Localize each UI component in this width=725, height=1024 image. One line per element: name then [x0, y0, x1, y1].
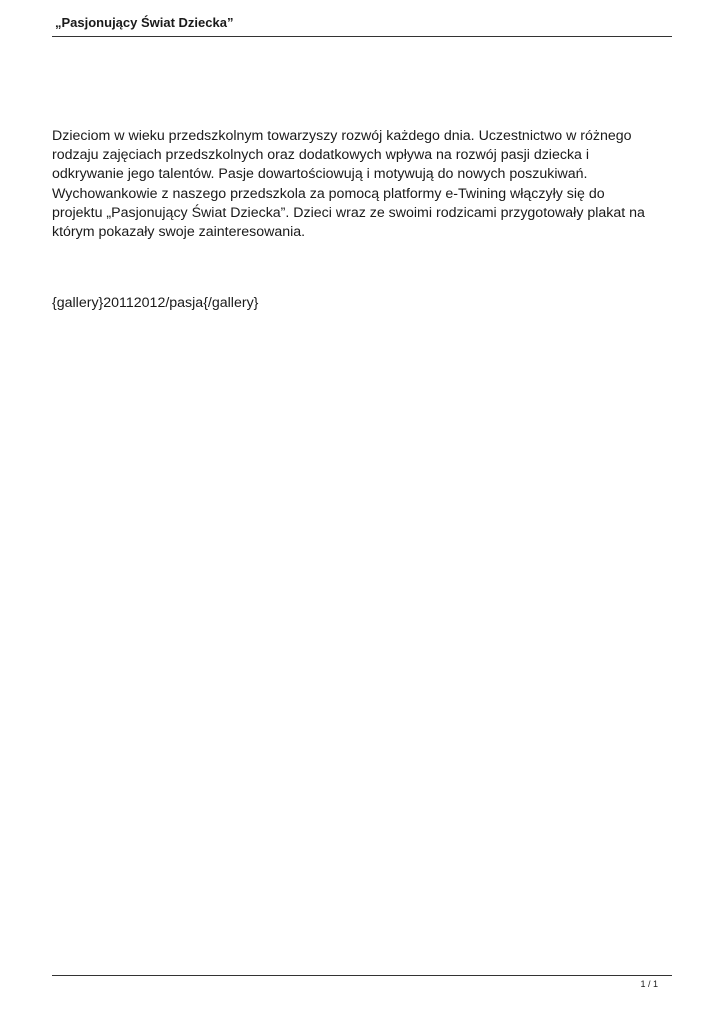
page-footer	[52, 975, 672, 989]
page-number: 1 / 1	[640, 979, 658, 989]
body-paragraph: Dzieciom w wieku przedszkolnym towarzyszy rozwój każdego dnia. Uczestnictwo w różnego rodzaju zajęciach przedszkolnych oraz dodatkowych wpływa na rozwój pasji dziecka i odkrywanie jego talentów. Pasje dowartościowują i motywują do nowych poszukiwań. Wychowankowie z naszego przedszkola za pomocą platformy e-Twining włączyły się do projektu „Pasjonujący Świat Dziecka”. Dzieci wraz ze swoimi rodzicami przygotowały plakat na którym pokazały swoje zainteresowania.	[52, 128, 645, 241]
article-body	[52, 127, 677, 242]
page-header	[52, 14, 672, 37]
document-title: „Pasjonujący Świat Dziecka”	[55, 15, 234, 30]
gallery-shortcode: {gallery}20112012/pasja{/gallery}	[52, 295, 259, 311]
